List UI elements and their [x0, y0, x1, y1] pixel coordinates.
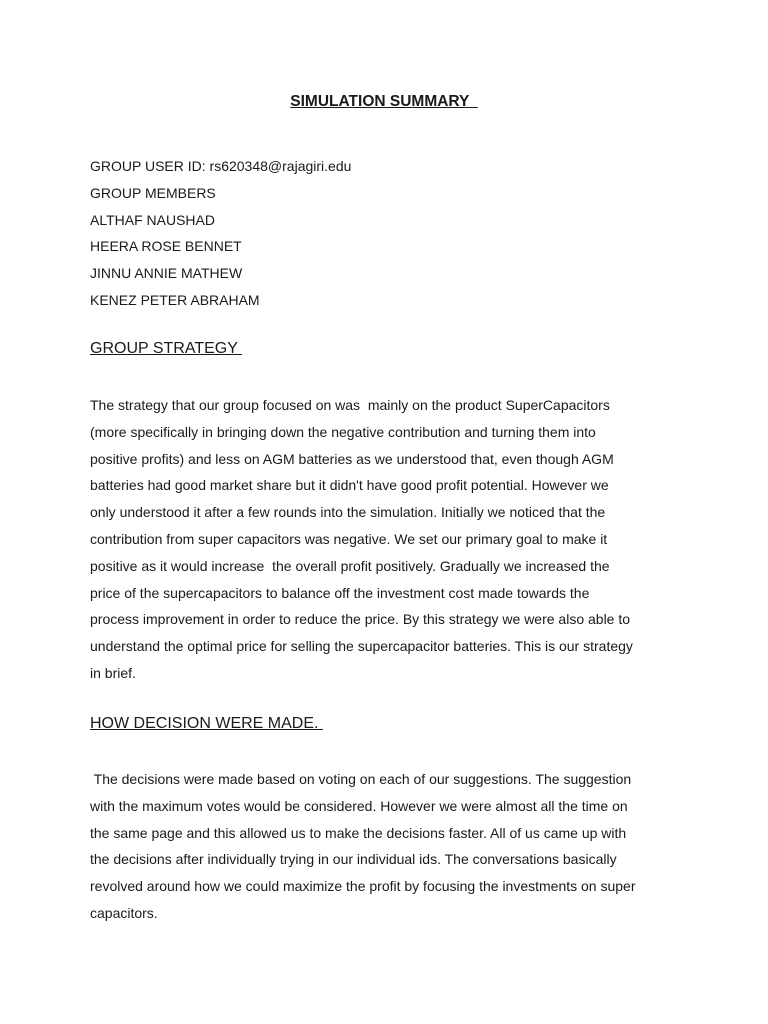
paragraph-line: The decisions were made based on voting on each of our suggestions. The suggestion: [90, 771, 632, 787]
group-strategy-heading: GROUP STRATEGY: [90, 340, 243, 357]
document-title-text: SIMULATION SUMMARY: [290, 93, 478, 110]
group-strategy-paragraph: [90, 392, 690, 687]
member-name: HEERA ROSE BENNET: [90, 238, 242, 255]
paragraph-line: only understood it after a few rounds into the simulation. Initially we noticed that the: [90, 504, 606, 521]
paragraph-line: process improvement in order to reduce the price. By this strategy we were also able to: [90, 611, 631, 628]
group-info-block: [90, 153, 351, 314]
paragraph-line: revolved around how we could maximize the profit by focusing the investments on super: [90, 878, 636, 895]
member-name: ALTHAF NAUSHAD: [90, 211, 215, 228]
paragraph-line: contribution from super capacitors was negative. We set our primary goal to make it: [90, 530, 608, 547]
paragraph-line: positive as it would increase the overall profit positively. Gradually we increased the: [90, 557, 610, 574]
paragraph-line: batteries had good market share but it didn't have good profit potential. However we: [90, 477, 609, 494]
paragraph-line: the decisions after individually trying in our individual ids. The conversations basically: [90, 851, 617, 868]
decision-making-paragraph: [90, 766, 690, 927]
decision-making-heading: HOW DECISION WERE MADE.: [90, 715, 323, 732]
paragraph-line: in brief.: [90, 664, 136, 681]
member-name: JINNU ANNIE MATHEW: [90, 265, 243, 282]
paragraph-line: the same page and this allowed us to make the decisions faster. All of us came up with: [90, 824, 627, 841]
paragraph-line: capacitors.: [90, 904, 158, 921]
group-user-id: GROUP USER ID: rs620348@rajagiri.edu: [90, 158, 352, 174]
paragraph-line: The strategy that our group focused on was mainly on the product SuperCapacitors: [90, 397, 610, 413]
paragraph-line: (more specifically in bringing down the negative contribution and turning them into: [90, 423, 596, 440]
paragraph-line: positive profits) and less on AGM batteries as we understood that, even though AGM: [90, 450, 614, 467]
paragraph-line: with the maximum votes would be considered. However we were almost all the time on: [90, 797, 628, 814]
document-title: [0, 93, 768, 111]
group-members-label: GROUP MEMBERS: [90, 184, 216, 201]
member-name: KENEZ PETER ABRAHAM: [90, 291, 260, 308]
paragraph-line: price of the supercapacitors to balance off the investment cost made towards the: [90, 584, 590, 601]
paragraph-line: understand the optimal price for selling the supercapacitor batteries. This is our strategy: [90, 638, 633, 655]
